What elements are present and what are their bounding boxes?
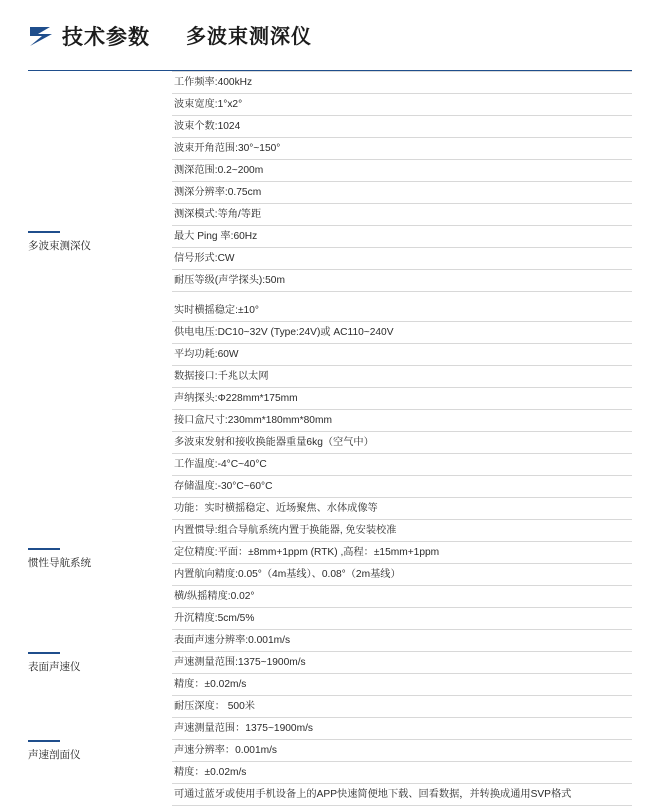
spec-row: 波束个数:1024 (172, 116, 632, 138)
category-cell-surface-svs (28, 630, 172, 718)
spec-row: 精度：±0.02m/s (172, 762, 632, 784)
category-cell-svp (28, 718, 172, 806)
spec-row: 接口盒尺寸:230mm*180mm*80mm (172, 410, 632, 432)
rows-cell-ins (172, 520, 632, 630)
spec-row: 存储温度:-30°C~60°C (172, 476, 632, 498)
spec-row: 耐压等级(声学探头):50m (172, 270, 632, 292)
spec-row: 数据接口:千兆以太网 (172, 366, 632, 388)
spec-row: 测深范围:0.2~200m (172, 160, 632, 182)
spec-row: 功能：实时横摇稳定、近场聚焦、水体成像等 (172, 498, 632, 520)
rows-cell-surface-svs (172, 630, 632, 718)
page-title: 技术参数 (62, 25, 150, 49)
category-accent-bar (28, 548, 60, 550)
rows-cell-svp (172, 718, 632, 806)
spec-row: 精度：±0.02m/s (172, 674, 632, 696)
category-label: 惯性导航系统 (28, 557, 91, 569)
table-row (28, 71, 632, 520)
spec-row: 升沉精度:5cm/5% (172, 608, 632, 630)
spec-row: 定位精度:平面：±8mm+1ppm (RTK) ,高程：±15mm+1ppm (172, 542, 632, 564)
category-cell-ins (28, 520, 172, 630)
category-label: 多波束测深仪 (28, 240, 91, 252)
category-accent-bar (28, 652, 60, 654)
category-label: 声速剖面仪 (28, 749, 81, 761)
spec-table (28, 71, 632, 806)
spec-row: 声速测量范围:1375~1900m/s (172, 652, 632, 674)
category-accent-bar (28, 740, 60, 742)
spec-row: 平均功耗:60W (172, 344, 632, 366)
spec-table-body (28, 71, 632, 806)
page-header (0, 0, 660, 62)
spec-row: 横/纵摇精度:0.02° (172, 586, 632, 608)
spec-row: 测深分辨率:0.75cm (172, 182, 632, 204)
category-label: 表面声速仪 (28, 661, 81, 673)
spec-row: 波束开角范围:30°~150° (172, 138, 632, 160)
category-cell-multibeam (28, 71, 172, 520)
spec-row: 工作频率:400kHz (172, 71, 632, 94)
spec-row: 耐压深度： 500米 (172, 696, 632, 718)
spec-row: 供电电压:DC10~32V (Type:24V)或 AC110~240V (172, 322, 632, 344)
spec-row: 多波束发射和接收换能器重量6kg（空气中） (172, 432, 632, 454)
page-subtitle: 多波束测深仪 (186, 26, 312, 48)
table-row (28, 520, 632, 630)
table-row (28, 718, 632, 806)
rows-cell-multibeam (172, 71, 632, 520)
category-accent-bar (28, 231, 60, 233)
brand-chevron-logo-icon (28, 22, 54, 52)
spec-row: 内置航向精度:0.05°（4m基线）、0.08°（2m基线） (172, 564, 632, 586)
spec-row: 测深模式:等角/等距 (172, 204, 632, 226)
spec-row: 声速分辨率：0.001m/s (172, 740, 632, 762)
spec-row: 声速测量范围：1375~1900m/s (172, 718, 632, 740)
spec-row: 波束宽度:1°x2° (172, 94, 632, 116)
spec-row: 可通过蓝牙或使用手机设备上的APP快速简便地下载、回看数据，并转换成通用SVP格式 (172, 784, 632, 806)
spec-row: 工作温度:-4°C~40°C (172, 454, 632, 476)
spec-row: 实时横摇稳定:±10° (172, 300, 632, 322)
spec-row: 内置惯导:组合导航系统内置于换能器, 免安装校准 (172, 520, 632, 542)
table-row (28, 630, 632, 718)
spec-row: 最大 Ping 率:60Hz (172, 226, 632, 248)
spec-row-spacer (172, 292, 632, 300)
spec-row: 表面声速分辨率:0.001m/s (172, 630, 632, 652)
spec-row: 信号形式:CW (172, 248, 632, 270)
spec-row: 声纳探头:Φ228mm*175mm (172, 388, 632, 410)
